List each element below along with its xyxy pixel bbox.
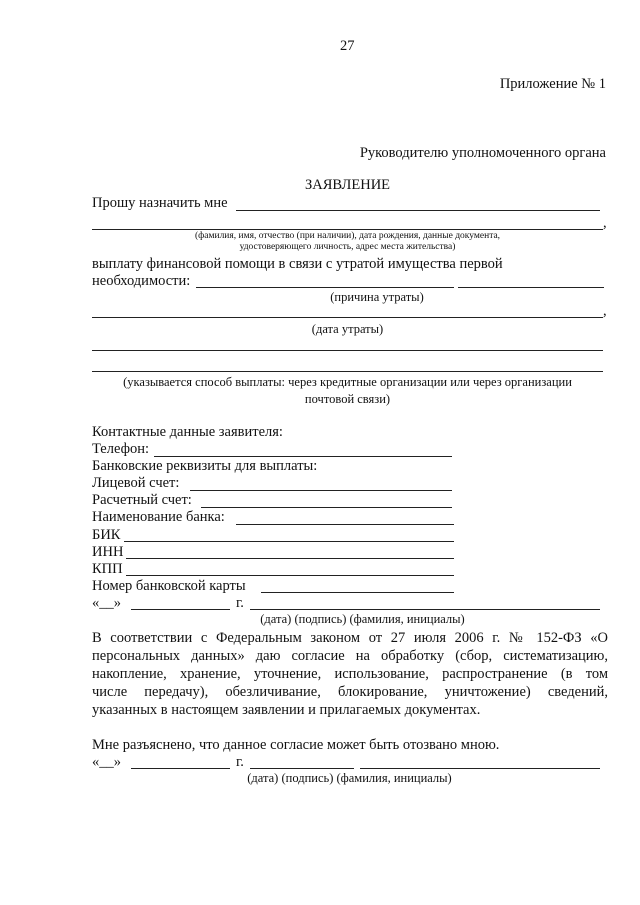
signature-name-field-2[interactable] [360,768,600,769]
payment-method-caption-2: почтовой связи) [304,392,391,406]
payment-purpose-line-2: необходимости: [92,273,191,289]
applicant-caption-2: удостоверяющего личность, адрес места жительства) [239,242,456,252]
request-prefix: Прошу назначить мне [92,195,228,211]
date-quote-2: «__» [92,754,121,770]
bik-field[interactable] [124,541,454,542]
addressee: Руководителю уполномоченного органа [359,145,606,161]
signature-date-field-2[interactable] [250,768,354,769]
date-quote: «__» [92,595,121,611]
phone-field[interactable] [154,456,452,457]
payment-method-field-1[interactable] [92,350,603,351]
year-abbreviation: г. [236,595,244,611]
applicant-caption-1: (фамилия, имя, отчество (при наличии), дата рождения, данные документа, [194,231,501,241]
personal-account-label: Лицевой счет: [92,475,180,491]
applicant-details-field[interactable] [92,229,603,230]
loss-reason-field[interactable] [196,287,454,288]
date-month-field[interactable] [131,609,230,610]
consent-line-5: указанных в настоящем заявлении и прилагаемых документах. [92,702,481,718]
signature-caption-2: (дата) (подпись) (фамилия, инициалы) [247,771,452,785]
revocation-note: Мне разъяснено, что данное согласие может быть отозвано мною. [92,737,500,753]
payment-method-field-2[interactable] [92,371,603,372]
signature-caption: (дата) (подпись) (фамилия, инициалы) [260,612,465,626]
loss-date-field[interactable] [92,317,603,318]
loss-date-caption: (дата утраты) [311,322,384,336]
kpp-label: КПП [92,561,123,577]
loss-reason-caption: (причина утраты) [330,290,424,304]
bank-name-field[interactable] [236,524,454,525]
signature-field[interactable] [250,609,600,610]
consent-line-3: накопление, хранение, уточнение, использование, распространение (в том [92,666,608,682]
consent-line-2: персональных данных» даю согласие на обработку (сбор, систематизацию, [92,648,608,664]
contacts-heading: Контактные данные заявителя: [92,424,283,440]
card-number-field[interactable] [261,592,454,593]
bank-details-heading: Банковские реквизиты для выплаты: [92,458,318,474]
year-abbreviation-2: г. [236,754,244,770]
payment-method-caption-1: (указывается способ выплаты: через кредитные организации или через организации [123,375,572,389]
inn-label: ИНН [92,544,124,560]
document-title: ЗАЯВЛЕНИЕ [305,177,391,193]
comma: , [603,215,607,231]
applicant-name-field[interactable] [236,210,600,211]
consent-paragraph [92,629,608,719]
bank-name-label: Наименование банка: [92,509,225,525]
date-month-field-2[interactable] [131,768,230,769]
page-number: 27 [340,38,355,54]
card-number-label: Номер банковской карты [92,578,246,594]
appendix-label: Приложение № 1 [499,76,606,92]
phone-label: Телефон: [92,441,150,457]
personal-account-field[interactable] [190,490,452,491]
consent-line-1: В соответствии с Федеральным законом от 27 июля 2006 г. № 152-ФЗ «О [92,630,608,646]
settlement-account-field[interactable] [201,507,452,508]
comma-2: , [603,303,607,319]
bik-label: БИК [92,527,121,543]
kpp-field[interactable] [126,575,454,576]
settlement-account-label: Расчетный счет: [92,492,192,508]
inn-field[interactable] [126,558,454,559]
loss-reason-field-extra[interactable] [458,287,604,288]
consent-line-4: числе передачу), обезличивание, блокирование, уничтожение) сведений, [92,684,608,700]
payment-purpose-line-1: выплату финансовой помощи в связи с утратой имущества первой [92,256,503,272]
